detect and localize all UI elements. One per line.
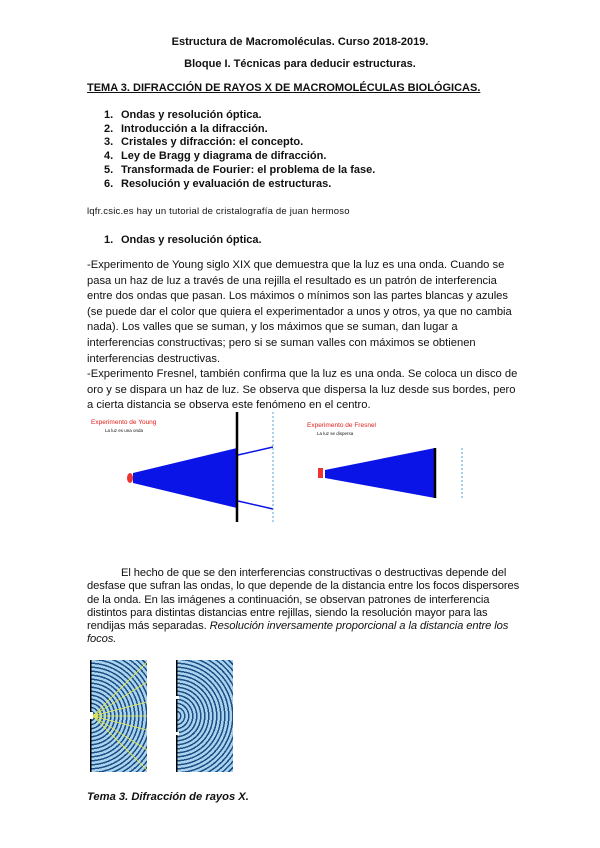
fresnel-diagram-subtitle: La luz se dispersa [317,431,354,436]
young-diagram [85,412,275,522]
interference-lines [90,660,147,772]
fresnel-diagram [305,412,495,522]
toc-item: 6. Resolución y evaluación de estructuras. [104,177,332,190]
fresnel-beam-diagram [305,412,495,522]
note: lqfr.csic.es hay un tutorial de cristalografía de juan hermoso [87,206,350,217]
block-title: Bloque I. Técnicas para deducir estructuras. [184,58,416,70]
toc-item: 1. Ondas y resolución óptica. [104,109,262,121]
topic-title: TEMA 3. DIFRACCIÓN DE RAYOS X DE MACROMOLÉCULAS BIOLÓGICAS. [87,82,481,94]
slit-barrier [176,660,233,772]
flame-icon [127,473,133,483]
toc-item: 2. Introducción a la difracción. [104,122,268,135]
section-heading: 1. Ondas y resolución óptica. [104,234,262,246]
interference-pattern-separated-slits [176,660,233,772]
fresnel-paragraph: -Experimento Fresnel, también confirma que la luz es una onda. Se coloca un disco de oro y se dispara un haz de luz. Se observa que dispersa la luz desde sus bordes, pero a cierta distancia se observa este fenómeno en el centro. [87,368,518,412]
fresnel-diagram-title: Experimento de Fresnel [307,422,377,429]
toc-item: 5. Transformada de Fourier: el problema de la fase. [104,163,376,176]
young-paragraph: -Experimento de Young siglo XIX que demuestra que la luz es una onda. Cuando se pasa un haz de luz a través de una rejilla el resultado es un patrón de interferencia entre dos ondas que pasan. Los máximos o mínimos son las partes blancas y azules (se puede dar el color que quiera el experimentador a unos y otros, ya que no cambia nada). Los valles que se suman, y los máximos que se suman, dan lugar a interferencias constructivas; pero si se suman valles con máximos se obtienen interferencias destructivas. [87,259,512,365]
flame-icon [318,468,323,478]
interference-pattern-close-slits [90,660,147,772]
footer-title: Tema 3. Difracción de rayos X. [87,791,249,803]
toc-item: 4. Ley de Bragg y diagrama de difracción. [104,150,327,163]
young-beam-diagram [85,412,275,522]
young-diagram-title: Experimento de Young [91,419,157,426]
table-of-contents [104,109,375,191]
course-title: Estructura de Macromoléculas. Curso 2018-2019. [171,36,429,48]
young-diagram-subtitle: La luz es una onda [105,428,144,433]
toc-item: 3. Cristales y difracción: el concepto. [104,136,304,149]
interference-paragraph: El hecho de que se den interferencias constructivas o destructivas depende del desfase que sufran las ondas, lo que depende de la distancia entre los focos dispersores de la onda. En las imágenes a continuación, se observan patrones de interferencia distintos para distintas distancias entre rejillas, siendo la resolución mayor para las rendijas más separadas. Resolución inversamente proporcional a la distancia entre los focos. [87,567,520,646]
